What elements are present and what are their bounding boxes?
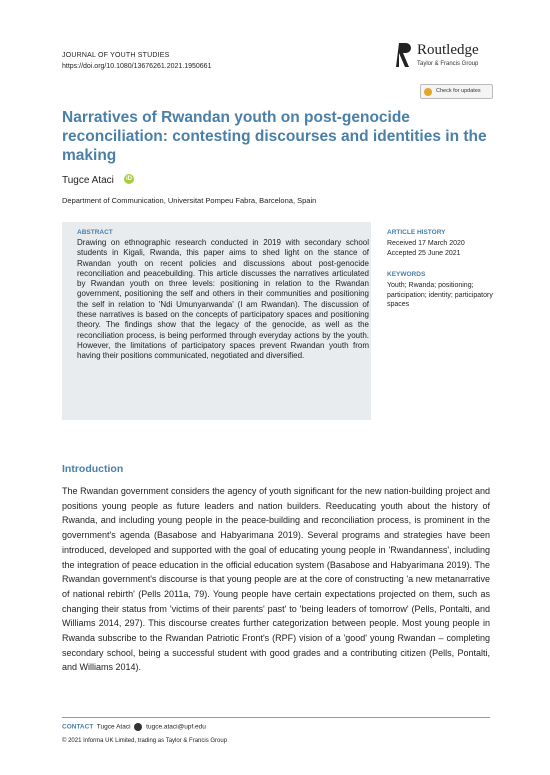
check-for-updates-button[interactable] [420, 84, 493, 99]
routledge-mark-icon [395, 40, 413, 70]
contact-line [62, 723, 206, 731]
article-history-heading: ARTICLE HISTORY [387, 229, 446, 236]
article-title: Narratives of Rwandan youth on post-genocide reconciliation: contesting discourses and identities in the making [62, 109, 487, 164]
keywords-heading: KEYWORDS [387, 271, 426, 278]
logo-name: Routledge [417, 42, 479, 58]
logo-subtitle: Taylor & Francis Group [417, 61, 479, 67]
introduction-heading: Introduction [62, 463, 124, 475]
abstract-text: Drawing on ethnographic research conducted in 2019 with secondary school students in Kigali, Rwanda, this paper aims to shed light on the stance of Rwandan youth on recent policies and discussions about post-genocide reconciliation and peacebuilding. This article discusses the narratives articulated by Rwandan youth on three levels: positioning in relation to the Rwandan government, positioning the self and others in their communities and positioning the self in relation to 'Ndi Umunyarwanda' (I am Rwandan). The discussion of these narratives is based on the concepts of participatory spaces and positioning theory. The findings show that the legacy of the genocide, as well as the reconciliation process, is being performed through everyday actions by the youth. However, the limitations of participatory spaces prevent Rwandan youth from having their positions communicated, negotiated and diversified. [77, 238, 369, 361]
email-icon [134, 723, 142, 731]
contact-label: CONTACT [62, 723, 94, 731]
introduction-text: The Rwandan government considers the agency of youth significant for the new nation-building project and positions young people as future leaders and nation builders. Reeducating youth about the history of Rwanda, and including young people in the peace-building and reconciliation process, is prominent in the government's agenda (Basabose and Habyarimana 2019). Several programs and strategies have been introduced, developed and supported with the goal of educating young people in 'Rwandanness', including the integration of peace education in the official education system (Basabose and Habyarimana 2019). The Rwandan government's discourse is that young people are at the core of constructing 'a new metanarrative of national rebirth' (Pells 2011a, 79). Young people have certain expectations projected on them, such as changing their status from 'victims of their parents' past' to 'being leaders of tomorrow' (Pells, Pontalti, and Williams 2014, 297). This discourse creates further categorization between people. Most young people in Rwanda subscribe to the Rwandan Patriotic Front's (RPF) vision of a 'good' young Rwandan – completing secondary school, being a successful student with good grades and a contributing citizen (Pells, Pontalti, and Williams 2014). [62, 486, 490, 673]
doi-link[interactable]: https://doi.org/10.1080/13676261.2021.1950661 [62, 63, 212, 70]
journal-name: JOURNAL OF YOUTH STUDIES [62, 52, 170, 59]
author-name: Tugce Ataci [62, 175, 114, 186]
footer-divider [62, 717, 490, 718]
check-updates-label: Check for updates [436, 88, 481, 94]
contact-name: Tugce Ataci [96, 723, 131, 731]
copyright-notice: © 2021 Informa UK Limited, trading as Taylor & Francis Group [62, 738, 228, 744]
accepted-date: Accepted 25 June 2021 [387, 250, 461, 257]
affiliation: Department of Communication, Universitat Pompeu Fabra, Barcelona, Spain [62, 196, 317, 205]
update-icon [424, 88, 432, 96]
received-date: Received 17 March 2020 [387, 240, 465, 247]
contact-email[interactable]: tugce.ataci@upf.edu [146, 723, 206, 731]
abstract-heading: ABSTRACT [77, 229, 113, 236]
keywords-list: Youth; Rwanda; positioning; participation; identity; participatory spaces [387, 282, 493, 308]
orcid-icon[interactable]: iD [126, 176, 132, 182]
